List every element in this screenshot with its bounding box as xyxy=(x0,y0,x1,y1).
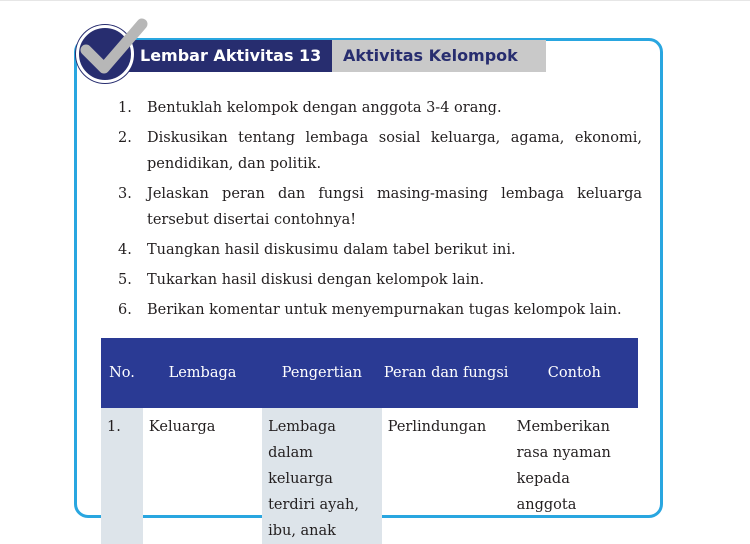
step-number: 1. xyxy=(118,100,132,116)
step-number: 4. xyxy=(118,242,132,258)
step-text: Jelaskan peran dan fungsi masing-masing lembaga keluarga tersebut disertai contohnya! xyxy=(147,186,642,228)
step-text: Tuangkan hasil diskusimu dalam tabel berikut ini. xyxy=(147,242,516,258)
table-row xyxy=(101,408,638,544)
step-text: Berikan komentar untuk menyempurnakan tugas kelompok lain. xyxy=(147,302,622,318)
instruction-list xyxy=(112,95,642,327)
col-header-no: No. xyxy=(101,338,143,408)
col-header-peran: Peran dan fungsi xyxy=(382,338,511,408)
list-item xyxy=(112,267,642,293)
col-header-contoh: Contoh xyxy=(511,338,638,408)
step-text: Bentuklah kelompok dengan anggota 3-4 orang. xyxy=(147,100,502,116)
activity-subtitle: Aktivitas Kelompok xyxy=(332,40,546,72)
step-text: Tukarkan hasil diskusi dengan kelompok lain. xyxy=(147,272,485,288)
col-header-lembaga: Lembaga xyxy=(143,338,262,408)
step-text: Diskusikan tentang lembaga sosial keluarga, agama, ekonomi, pendidikan, dan politik. xyxy=(147,130,642,172)
cell-no: 1. xyxy=(101,408,143,544)
col-header-pengertian: Pengertian xyxy=(262,338,382,408)
cell-pengertian: Lembaga dalam keluarga terdiri ayah, ibu, anak xyxy=(262,408,382,544)
step-number: 3. xyxy=(118,186,132,202)
step-number: 2. xyxy=(118,130,132,146)
list-item xyxy=(112,181,642,233)
step-number: 5. xyxy=(118,272,132,288)
list-item xyxy=(112,297,642,323)
cell-contoh: Memberikan rasa nyaman kepada anggota xyxy=(516,419,611,513)
activity-table xyxy=(101,338,638,544)
cell-lembaga: Keluarga xyxy=(148,419,216,435)
page-top-rule xyxy=(0,0,750,1)
cell-peran: Perlindungan xyxy=(387,419,487,435)
list-item xyxy=(112,125,642,177)
table-header-row xyxy=(101,338,638,408)
step-number: 6. xyxy=(118,302,132,318)
activity-title: Lembar Aktivitas 13 xyxy=(126,40,332,72)
checkmark-icon xyxy=(74,10,154,80)
list-item xyxy=(112,95,642,121)
list-item xyxy=(112,237,642,263)
